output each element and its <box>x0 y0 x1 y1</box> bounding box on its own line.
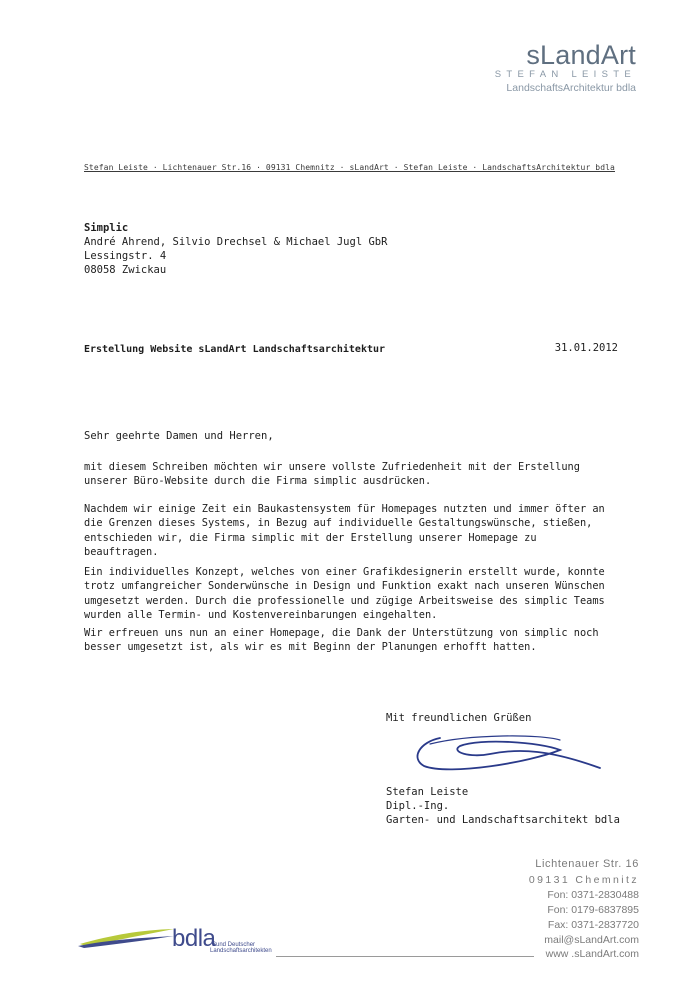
recipient-city: 08058 Zwickau <box>84 264 167 276</box>
letterhead-logo-tagline: LandschaftsArchitektur bdla <box>506 82 636 94</box>
letter-subject: Erstellung Website sLandArt Landschaftsarchitektur <box>84 344 386 355</box>
sender-return-line: Stefan Leiste · Lichtenauer Str.16 · 09131 Chemnitz · sLandArt · Stefan Leiste · LandschaftsArchitektur bdla <box>84 163 615 172</box>
body-paragraph-1: mit diesem Schreiben möchten wir unsere vollste Zufriedenheit mit der Erstellung unserer Büro-Website durch die Firma simplic ausdrücken. <box>84 461 580 488</box>
bdla-logo-word: bdla <box>172 925 216 952</box>
handwritten-signature <box>410 728 610 778</box>
contact-email: mail@sLandArt.com <box>544 934 639 946</box>
body-paragraph-3: Ein individuelles Konzept, welches von einer Grafikdesignerin erstellt wurde, konnte trotz umfangreicher Sonderwünsche in Design und Funktion exakt nach unseren Wünschen umgesetzt werden. Durch die professionelle und zügige Arbeitsweise des simplic Teams wurden alle Termin- und Kostenvereinbarungen eingehalten. <box>84 566 605 622</box>
bdla-logo-caption <box>210 942 272 955</box>
body-paragraph-2: Nachdem wir einige Zeit ein Baukastensystem für Homepages nutzten und immer öfter an die Grenzen dieses Systems, in Bezug auf individuelle Gestaltungswünsche, stießen, entschieden wir, die Firma simplic mit der Erstellung unserer Homepage zu beauftragen. <box>84 503 605 559</box>
letter-date: 31.01.2012 <box>554 342 618 354</box>
recipient-street: Lessingstr. 4 <box>84 250 167 262</box>
contact-street: Lichtenauer Str. 16 <box>535 858 639 870</box>
signatory-title: Garten- und Landschaftsarchitekt bdla <box>386 814 620 826</box>
contact-fon-2: Fon: 0179-6837895 <box>547 904 639 916</box>
body-paragraph-4: Wir erfreuen uns nun an einer Homepage, die Dank der Unterstützung von simplic noch besser umgesetzt ist, als wir es mit Beginn der Planungen erhofft hatten. <box>84 627 599 654</box>
letterhead-logo-name: sLandArt <box>526 40 636 70</box>
letterhead-logo-owner: STEFAN LEISTE <box>494 69 636 80</box>
signatory-degree: Dipl.-Ing. <box>386 800 450 812</box>
contact-city: 09131 Chemnitz <box>528 874 639 886</box>
contact-fax: Fax: 0371-2837720 <box>547 919 639 931</box>
bdla-logo-line-2: Landschaftsarchitekten <box>210 948 272 954</box>
recipient-names: André Ahrend, Silvio Drechsel & Michael Jugl GbR <box>84 236 388 248</box>
closing-greeting: Mit freundlichen Grüßen <box>386 712 532 724</box>
recipient-company: Simplic <box>84 222 129 234</box>
signatory-name: Stefan Leiste <box>386 786 469 798</box>
footer-divider <box>276 956 534 957</box>
contact-website: www .sLandArt.com <box>545 948 639 960</box>
salutation: Sehr geehrte Damen und Herren, <box>84 430 274 442</box>
bdla-swoosh-icon <box>78 926 178 950</box>
contact-fon-1: Fon: 0371-2830488 <box>547 889 639 901</box>
bdla-logo-line-1: Bund Deutscher <box>212 942 256 948</box>
